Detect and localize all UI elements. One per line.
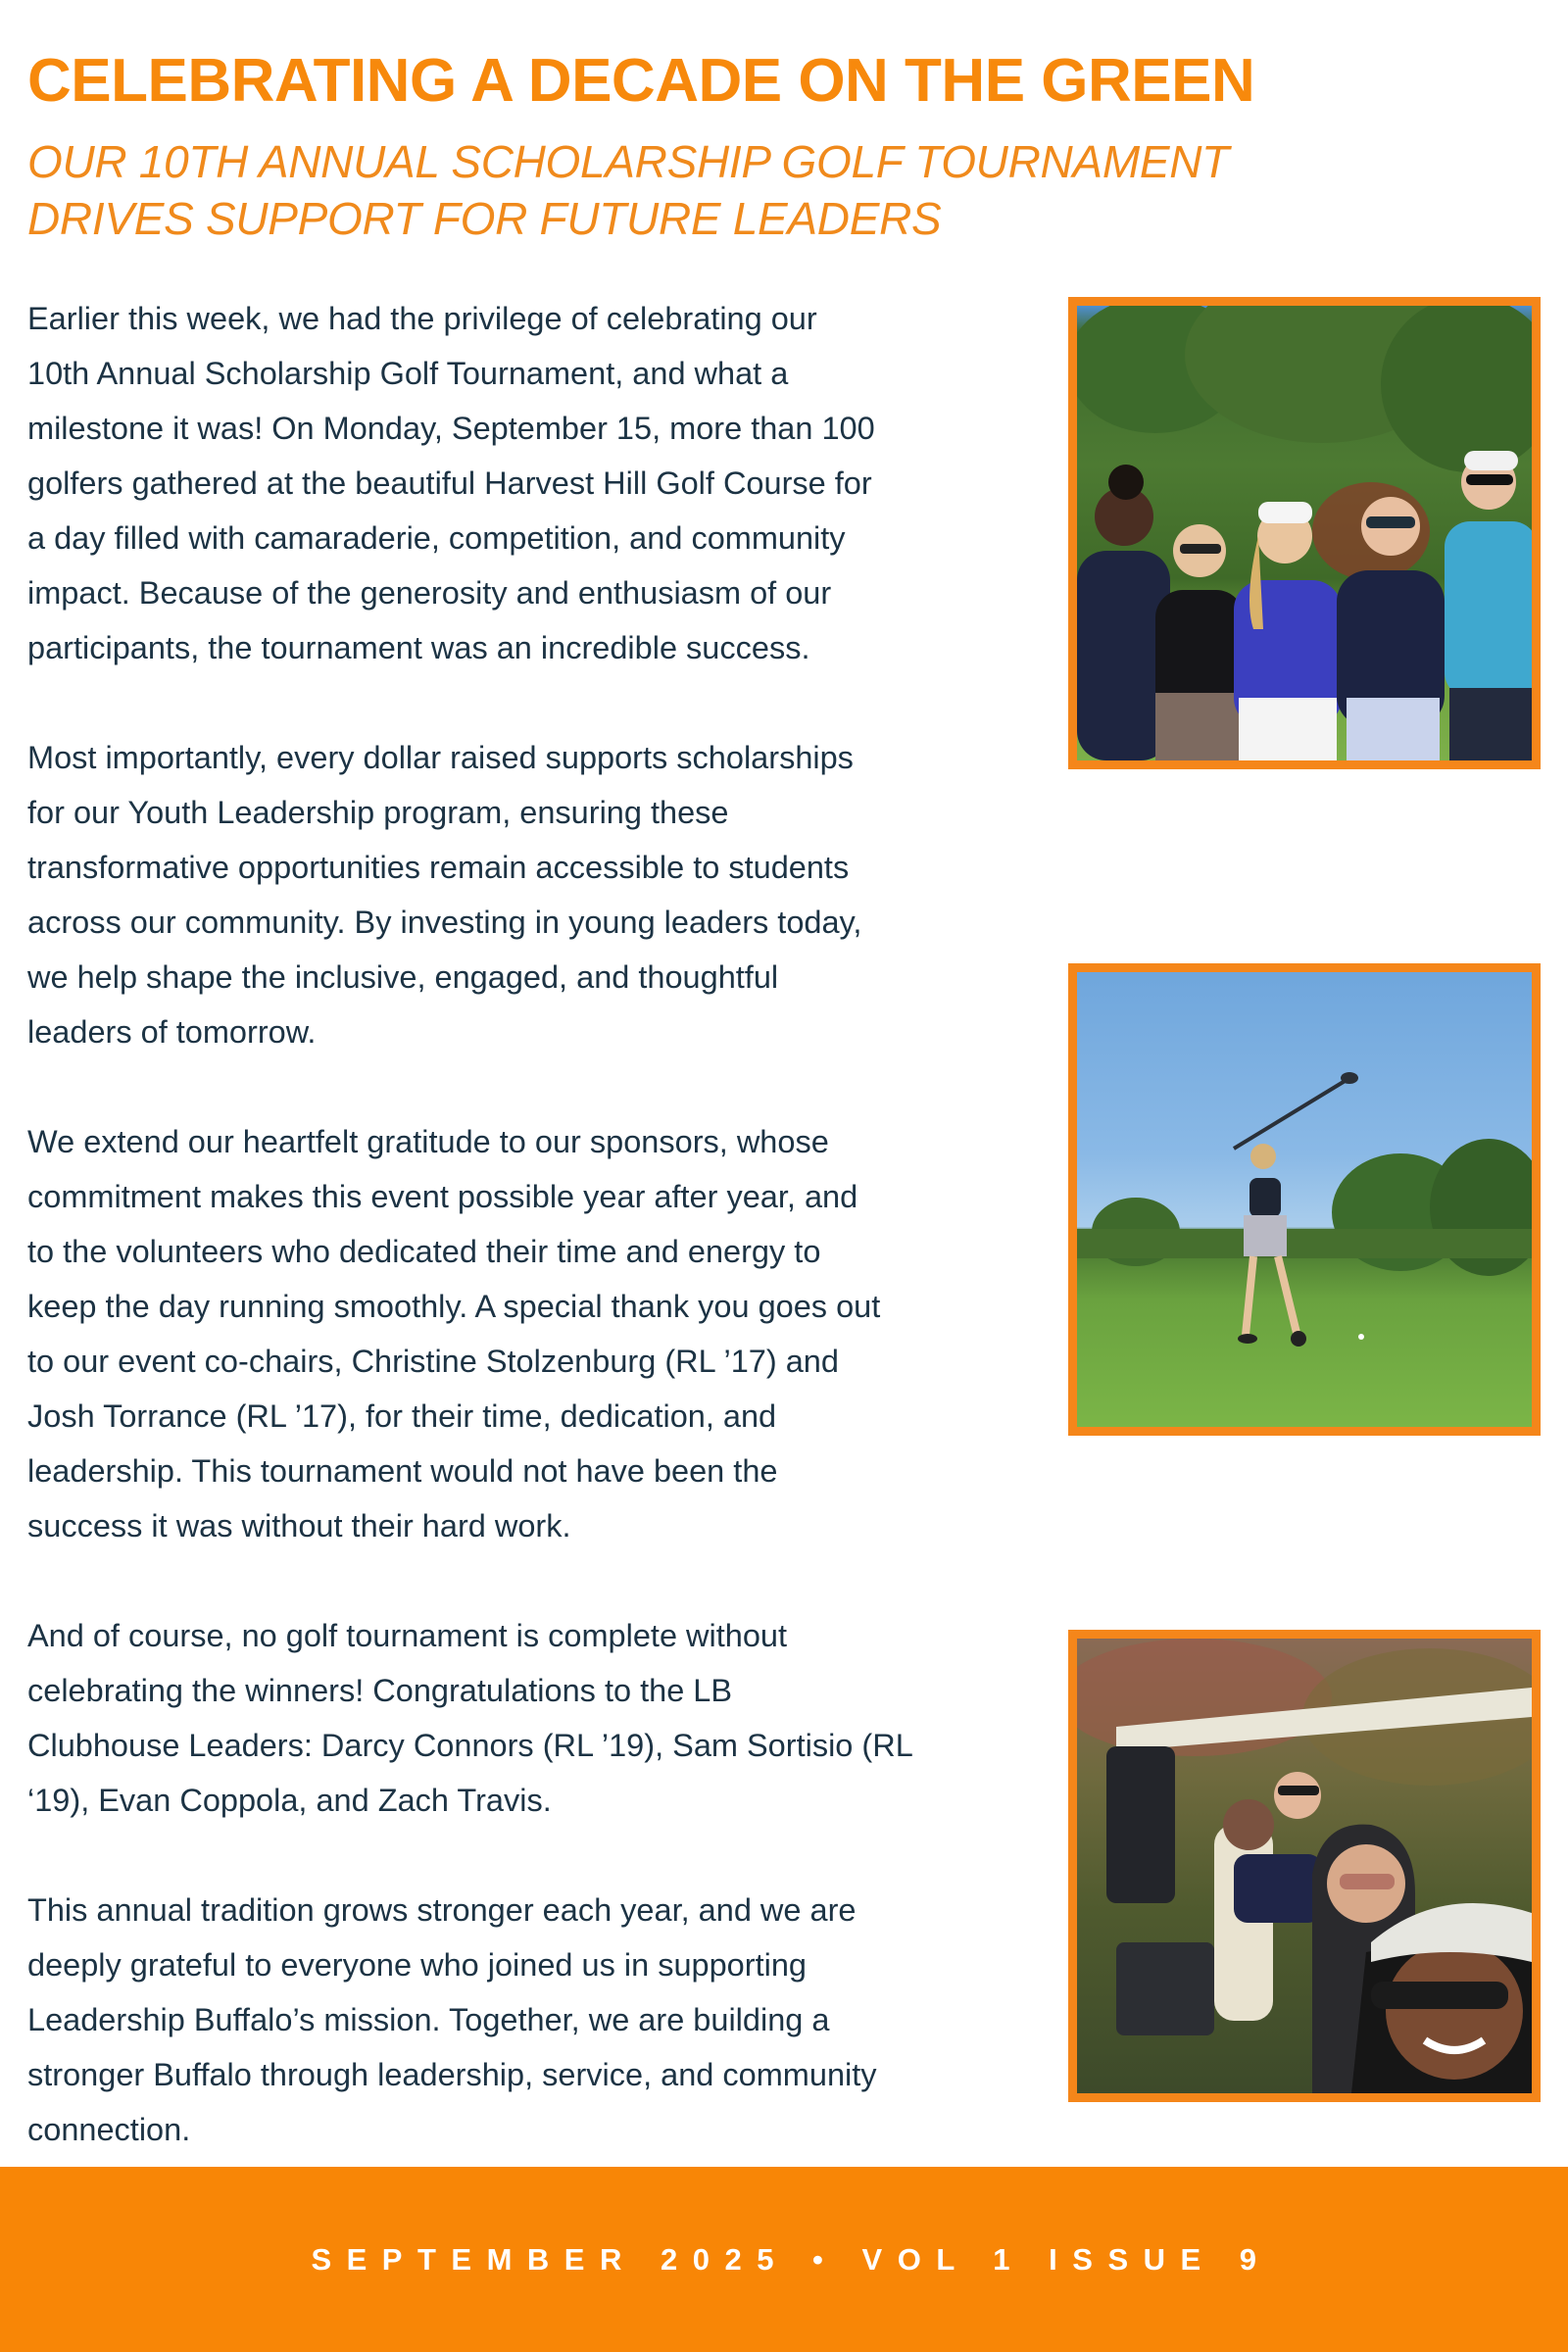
paragraph-closing <box>27 1883 1066 2157</box>
text-line: we help shape the inclusive, engaged, and thoughtful <box>27 959 779 995</box>
paragraph-winners <box>27 1608 1066 1828</box>
text-line: ‘19), Evan Coppola, and Zach Travis. <box>27 1783 552 1818</box>
text-line: milestone it was! On Monday, September 15, more than 100 <box>27 411 875 446</box>
paragraph-gratitude <box>27 1114 1066 1553</box>
paragraph-intro <box>27 291 1066 675</box>
text-line: commitment makes this event possible year after year, and <box>27 1179 858 1214</box>
golf-cart-illustration <box>1077 1639 1532 2093</box>
text-line: impact. Because of the generosity and enthusiasm of our <box>27 575 832 611</box>
article-title: CELEBRATING A DECADE ON THE GREEN <box>27 47 1255 115</box>
text-line: Josh Torrance (RL ’17), for their time, dedication, and <box>27 1398 777 1434</box>
text-line: transformative opportunities remain accessible to students <box>27 850 850 885</box>
photo-golf-cart-selfie <box>1068 1630 1541 2102</box>
article-body <box>27 291 1066 2212</box>
text-line: participants, the tournament was an incredible success. <box>27 630 810 665</box>
text-line: stronger Buffalo through leadership, service, and community <box>27 2057 877 2092</box>
text-line: Most importantly, every dollar raised supports scholarships <box>27 740 854 775</box>
text-line: connection. <box>27 2112 191 2147</box>
text-line: 10th Annual Scholarship Golf Tournament, and what a <box>27 356 789 391</box>
text-line: Earlier this week, we had the privilege of celebrating our <box>27 301 817 336</box>
paragraph-scholarships <box>27 730 1066 1059</box>
text-line: Leadership Buffalo’s mission. Together, we are building a <box>27 2002 830 2037</box>
golfer-group-illustration <box>1077 306 1532 760</box>
issue-info: SEPTEMBER 2025 • VOL 1 ISSUE 9 <box>311 2241 1272 2277</box>
text-line: We extend our heartfelt gratitude to our sponsors, whose <box>27 1124 829 1159</box>
text-line: leadership. This tournament would not have been the <box>27 1453 778 1489</box>
text-line: across our community. By investing in young leaders today, <box>27 905 862 940</box>
subtitle-line: DRIVES SUPPORT FOR FUTURE LEADERS <box>27 193 942 244</box>
text-line: deeply grateful to everyone who joined us in supporting <box>27 1947 807 1983</box>
text-line: celebrating the winners! Congratulations to the LB <box>27 1673 733 1708</box>
article-subtitle <box>27 133 1229 247</box>
text-line: keep the day running smoothly. A special thank you goes out <box>27 1289 881 1324</box>
text-line: for our Youth Leadership program, ensuring these <box>27 795 729 830</box>
text-line: And of course, no golf tournament is complete without <box>27 1618 788 1653</box>
photo-golfer-swing <box>1068 963 1541 1436</box>
text-line: leaders of tomorrow. <box>27 1014 317 1050</box>
text-line: golfers gathered at the beautiful Harvest Hill Golf Course for <box>27 466 872 501</box>
text-line: a day filled with camaraderie, competition, and community <box>27 520 846 556</box>
golfer-swing-illustration <box>1077 972 1532 1427</box>
photo-golfer-group <box>1068 297 1541 769</box>
text-line: success it was without their hard work. <box>27 1508 571 1544</box>
text-line: This annual tradition grows stronger each year, and we are <box>27 1892 857 1928</box>
text-line: to our event co-chairs, Christine Stolzenburg (RL ’17) and <box>27 1344 839 1379</box>
text-line: to the volunteers who dedicated their time and energy to <box>27 1234 821 1269</box>
text-line: Clubhouse Leaders: Darcy Connors (RL ’19), Sam Sortisio (RL <box>27 1728 913 1763</box>
subtitle-line: OUR 10TH ANNUAL SCHOLARSHIP GOLF TOURNAMENT <box>27 136 1229 187</box>
newsletter-footer <box>0 2167 1568 2352</box>
